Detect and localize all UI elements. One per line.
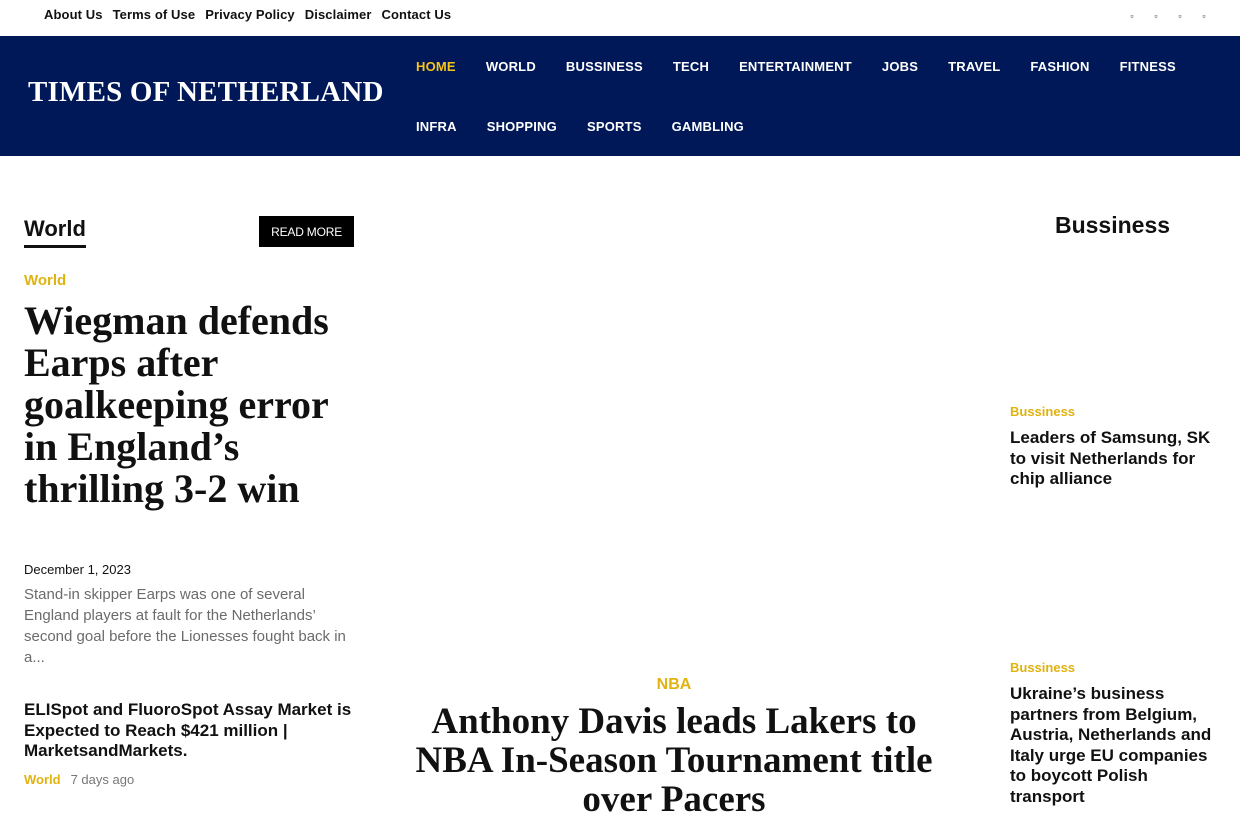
instagram-icon[interactable]: ▫ [1154,11,1158,21]
top-bar [0,0,1240,36]
privacy-policy-link[interactable]: Privacy Policy [205,7,295,22]
nav-business[interactable]: BUSSINESS [565,58,643,74]
disclaimer-link[interactable]: Disclaimer [304,7,372,22]
block-title-business: Bussiness [1054,212,1171,238]
youtube-icon[interactable]: ▫ [1202,11,1206,21]
article-date: December 1, 2023 [24,562,131,577]
contact-us-link[interactable]: Contact Us [381,7,452,22]
read-more-button[interactable]: READ MORE [259,216,354,247]
business-article-title[interactable]: Ukraine’s business partners from Belgium, Austria, Netherlands and Italy urge EU companies to boycott Polish transport [1010,684,1212,806]
nav-tech[interactable]: TECH [672,58,710,74]
center-article-title[interactable]: Anthony Davis leads Lakers to NBA In-Season Tournament title over Pacers [415,701,933,820]
world-block-header [24,216,354,250]
nav-world[interactable]: WORLD [485,58,536,74]
secondary-article-category[interactable]: World [24,772,61,787]
nav-gambling[interactable]: GAMBLING [671,118,744,134]
nav-travel[interactable]: TRAVEL [948,58,1001,74]
world-block [24,216,354,787]
secondary-article-time: 7 days ago [70,772,135,787]
about-us-link[interactable]: About Us [44,7,103,22]
business-article-title[interactable]: Leaders of Samsung, SK to visit Netherlands for chip alliance [1010,428,1211,488]
center-article-category[interactable]: NBA [656,676,692,693]
facebook-icon[interactable]: ▫ [1130,11,1134,21]
site-header [0,36,1240,156]
top-links [44,7,451,22]
nav-jobs[interactable]: JOBS [881,58,919,74]
main-nav [416,36,1216,156]
nav-shopping[interactable]: SHOPPING [486,118,557,134]
block-title-world: World [24,216,86,248]
site-logo[interactable]: TIMES OF NETHERLAND [28,76,384,108]
twitter-icon[interactable]: ▫ [1178,11,1182,21]
nav-fitness[interactable]: FITNESS [1119,58,1176,74]
nav-fashion[interactable]: FASHION [1030,58,1090,74]
article-category[interactable]: World [24,272,67,289]
nav-infra[interactable]: INFRA [416,118,457,134]
nav-home[interactable]: HOME [416,58,456,74]
nav-sports[interactable]: SPORTS [586,118,642,134]
terms-of-use-link[interactable]: Terms of Use [112,7,196,22]
featured-article-title[interactable]: Wiegman defends Earps after goalkeeping error in England’s thrilling 3-2 win [24,298,329,511]
business-article-category[interactable]: Bussiness [1010,404,1076,419]
secondary-article-meta [24,772,134,787]
business-article-category[interactable]: Bussiness [1010,660,1076,675]
secondary-article-title[interactable]: ELISpot and FluoroSpot Assay Market is Expected to Reach $421 million | MarketsandMarkets. [24,700,352,760]
social-icons [1128,12,1208,20]
nav-entertainment[interactable]: ENTERTAINMENT [739,58,852,74]
article-excerpt: Stand-in skipper Earps was one of several England players at fault for the Netherlands’ second goal before the Lionesses fought back in a... [24,586,346,666]
